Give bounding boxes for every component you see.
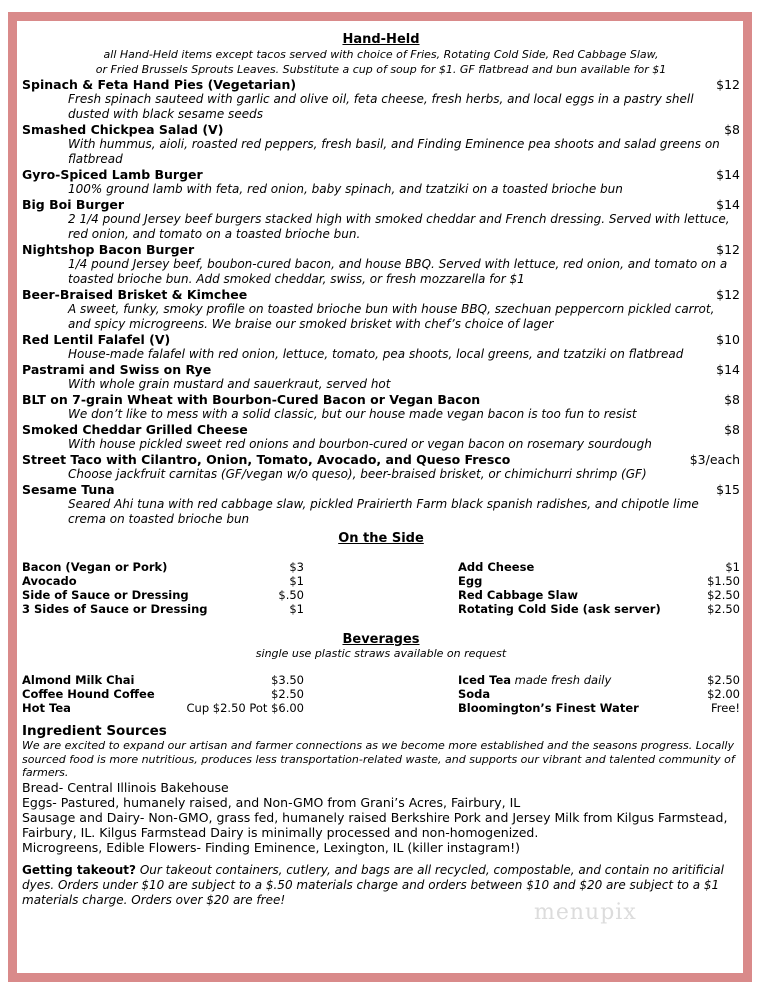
menu-item-header (22, 362, 740, 377)
takeout-lead: Getting takeout? (22, 862, 136, 877)
menu-item-price: $14 (716, 167, 740, 182)
menu-item-description: We don’t like to mess with a solid classic, but our house made vegan bacon is too fun to resist (68, 407, 637, 421)
price-row-label: Iced Tea (458, 673, 512, 687)
menu-item-header (22, 422, 740, 437)
menu-item-price: $15 (716, 482, 740, 497)
price-row-name (458, 602, 661, 616)
takeout-text: Our takeout containers, cutlery, and bags are all recycled, compostable, and contain no aritificial dyes. Orders under $10 are subject to a $.50 materials charge and orders between $10 and $20 are subject to a $1 materials charge. Orders over $20 are free! (22, 862, 724, 907)
price-row (22, 560, 304, 574)
menu-item-header (22, 167, 740, 182)
price-row-label: Avocado (22, 574, 77, 588)
price-row (458, 560, 740, 574)
price-row (458, 687, 740, 701)
menu-page (22, 32, 740, 908)
menu-item-name: Spinach & Feta Hand Pies (Vegetarian) (22, 77, 297, 92)
price-row-name (22, 602, 208, 616)
price-row-label: Egg (458, 574, 483, 588)
menu-item (22, 452, 740, 482)
handheld-intro-line: or Fried Brussels Sprouts Leaves. Substitute a cup of soup for $1. GF flatbread and bun available for $1 (95, 63, 667, 76)
price-row-price: Free! (710, 701, 740, 715)
menu-item-name: Big Boi Burger (22, 197, 125, 212)
menu-item-header (22, 242, 740, 257)
price-row (458, 588, 740, 602)
menu-item-name: BLT on 7-grain Wheat with Bourbon-Cured Bacon or Vegan Bacon (22, 392, 481, 407)
menu-item-price: $8 (724, 392, 740, 407)
sides-columns (22, 560, 740, 616)
price-row-price: $1 (725, 560, 740, 574)
price-row-name (458, 560, 534, 574)
price-row-name (458, 687, 490, 701)
menu-item-description: 2 1/4 pound Jersey beef burgers stacked high with smoked cheddar and French dressing. Served with lettuce, red onion, and tomato on a toasted brioche bun. (68, 212, 730, 241)
menu-item-description: Seared Ahi tuna with red cabbage slaw, pickled Prairierth Farm black spanish radishes, and chipotle lime crema on toasted brioche bun (68, 497, 699, 526)
price-row (458, 673, 740, 687)
menu-item-header (22, 197, 740, 212)
menu-item-name: Smoked Cheddar Grilled Cheese (22, 422, 248, 437)
handheld-intro (42, 47, 720, 77)
menu-item-name: Gyro-Spiced Lamb Burger (22, 167, 203, 182)
price-row-label: 3 Sides of Sauce or Dressing (22, 602, 208, 616)
menu-item (22, 242, 740, 287)
price-row-price: $2.50 (707, 673, 740, 687)
handheld-items (22, 77, 740, 527)
price-row (22, 602, 304, 616)
menu-item (22, 77, 740, 122)
ingredient-source: Bread- Central Illinois Bakehouse (22, 779, 229, 795)
price-row-note: made fresh daily (511, 673, 612, 687)
menu-item-header (22, 122, 740, 137)
menu-item (22, 167, 740, 197)
menu-item-name: Sesame Tuna (22, 482, 115, 497)
price-row-price: Cup $2.50 Pot $6.00 (186, 701, 304, 715)
handheld-title: Hand-Held (342, 32, 420, 47)
sides-right-column (458, 560, 740, 616)
watermark-logo: menupix (534, 900, 637, 925)
price-row-name (458, 673, 611, 687)
menu-item-price: $8 (724, 422, 740, 437)
price-row-label: Bloomington’s Finest Water (458, 701, 639, 715)
price-row-label: Side of Sauce or Dressing (22, 588, 189, 602)
menu-item-name: Smashed Chickpea Salad (V) (22, 122, 224, 137)
menu-item-price: $10 (716, 332, 740, 347)
price-row-name (22, 574, 77, 588)
menu-item-price: $12 (716, 287, 740, 302)
menu-item-description: Choose jackfruit carnitas (GF/vegan w/o queso), beer-braised brisket, or chimichurri shrimp (GF) (68, 467, 647, 481)
menu-item (22, 287, 740, 332)
ingredients-title: Ingredient Sources (22, 723, 167, 739)
menu-item-name: Beer-Braised Brisket & Kimchee (22, 287, 248, 302)
price-row-price: $3.50 (271, 673, 304, 687)
price-row-name (22, 687, 155, 701)
menu-item (22, 197, 740, 242)
price-row-price: $3 (289, 560, 304, 574)
menu-item-price: $14 (716, 362, 740, 377)
ingredient-source: Sausage and Dairy- Non-GMO, grass fed, humanely raised Berkshire Pork and Jersey Milk from Kilgus Farmstead, Fairbury, IL. Kilgus Farmstead Dairy is minimally processed and non-homogenized. (22, 809, 728, 840)
menu-item-name: Nightshop Bacon Burger (22, 242, 195, 257)
ingredient-source: Microgreens, Edible Flowers- Finding Eminence, Lexington, IL (killer instagram!) (22, 839, 521, 855)
sides-left-column (22, 560, 304, 616)
menu-item-description: With hummus, aioli, roasted red peppers, fresh basil, and Finding Eminence pea shoots and salad greens on flatbread (68, 137, 720, 166)
price-row-name (458, 574, 482, 588)
menu-item-header (22, 287, 740, 302)
menu-item (22, 362, 740, 392)
price-row-name (458, 588, 578, 602)
price-row (22, 701, 304, 715)
price-row (458, 701, 740, 715)
menu-item-price: $14 (716, 197, 740, 212)
price-row-price: $2.00 (707, 687, 740, 701)
menu-item-header (22, 77, 740, 92)
price-row (22, 687, 304, 701)
price-row-label: Red Cabbage Slaw (458, 588, 578, 602)
menu-item-price: $12 (716, 77, 740, 92)
menu-item (22, 122, 740, 167)
menu-item-name: Pastrami and Swiss on Rye (22, 362, 212, 377)
price-row-label: Hot Tea (22, 701, 71, 715)
price-row-name (22, 560, 167, 574)
beverages-left-column (22, 673, 304, 715)
beverages-right-column (458, 673, 740, 715)
price-row-price: $2.50 (707, 588, 740, 602)
menu-item-description: With whole grain mustard and sauerkraut, served hot (68, 377, 391, 391)
price-row-label: Soda (458, 687, 491, 701)
price-row (458, 574, 740, 588)
price-row (22, 574, 304, 588)
price-row-label: Almond Milk Chai (22, 673, 135, 687)
price-row (458, 602, 740, 616)
menu-item-header (22, 452, 740, 467)
price-row-price: $2.50 (271, 687, 304, 701)
price-row-name (22, 673, 134, 687)
price-row-price: $.50 (278, 588, 304, 602)
menu-item-price: $8 (724, 122, 740, 137)
price-row-price: $1 (289, 602, 304, 616)
handheld-intro-line: all Hand-Held items except tacos served with choice of Fries, Rotating Cold Side, Red Cabbage Slaw, (103, 48, 659, 61)
menu-item-description: With house pickled sweet red onions and bourbon-cured or vegan bacon on rosemary sourdough (68, 437, 652, 451)
menu-item (22, 332, 740, 362)
menu-item (22, 482, 740, 527)
menu-item-description: 1/4 pound Jersey beef, boubon-cured bacon, and house BBQ. Served with lettuce, red onion, and tomato on a toasted brioche bun. Add smoked cheddar, swiss, or fresh mozzarella for $1 (68, 257, 728, 286)
price-row-price: $1 (289, 574, 304, 588)
price-row-label: Add Cheese (458, 560, 535, 574)
price-row-name (22, 701, 71, 715)
menu-item-description: A sweet, funky, smoky profile on toasted brioche bun with house BBQ, szechuan peppercorn pickled carrot, and spicy microgreens. We braise our smoked brisket with chef’s choice of lager (68, 302, 715, 331)
menu-item-header (22, 332, 740, 347)
price-row-name (458, 701, 639, 715)
menu-item-price: $12 (716, 242, 740, 257)
price-row-label: Coffee Hound Coffee (22, 687, 155, 701)
price-row-label: Rotating Cold Side (ask server) (458, 602, 661, 616)
ingredients-intro: We are excited to expand our artisan and farmer connections as we become more established and the seasons progress. Locally sourced food is more nutritious, produces less transportation-related waste, and supports our vibrant and talented community of farmers. (22, 739, 735, 779)
price-row-price: $1.50 (707, 574, 740, 588)
menu-item-header (22, 482, 740, 497)
menu-item-description: 100% ground lamb with feta, red onion, baby spinach, and tzatziki on a toasted brioche bun (68, 182, 623, 196)
price-row (22, 673, 304, 687)
menu-item-price: $3/each (689, 452, 740, 467)
sides-title: On the Side (338, 531, 424, 546)
ingredient-source: Eggs- Pastured, humanely raised, and Non-GMO from Grani’s Acres, Fairbury, IL (22, 794, 521, 810)
menu-item-name: Red Lentil Falafel (V) (22, 332, 171, 347)
menu-item (22, 392, 740, 422)
menu-item (22, 422, 740, 452)
beverages-columns (22, 673, 740, 715)
menu-item-header (22, 392, 740, 407)
menu-item-name: Street Taco with Cilantro, Onion, Tomato, Avocado, and Queso Fresco (22, 452, 511, 467)
menu-item-description: Fresh spinach sauteed with garlic and olive oil, feta cheese, fresh herbs, and local eggs in a pastry shell dusted with black sesame seeds (68, 92, 694, 121)
price-row (22, 588, 304, 602)
beverages-title: Beverages (342, 632, 420, 647)
price-row-label: Bacon (Vegan or Pork) (22, 560, 168, 574)
beverages-note: single use plastic straws available on request (255, 647, 507, 660)
price-row-price: $2.50 (707, 602, 740, 616)
price-row-name (22, 588, 189, 602)
ingredients-list (22, 780, 740, 855)
menu-item-description: House-made falafel with red onion, lettuce, tomato, pea shoots, local greens, and tzatziki on flatbread (68, 347, 684, 361)
